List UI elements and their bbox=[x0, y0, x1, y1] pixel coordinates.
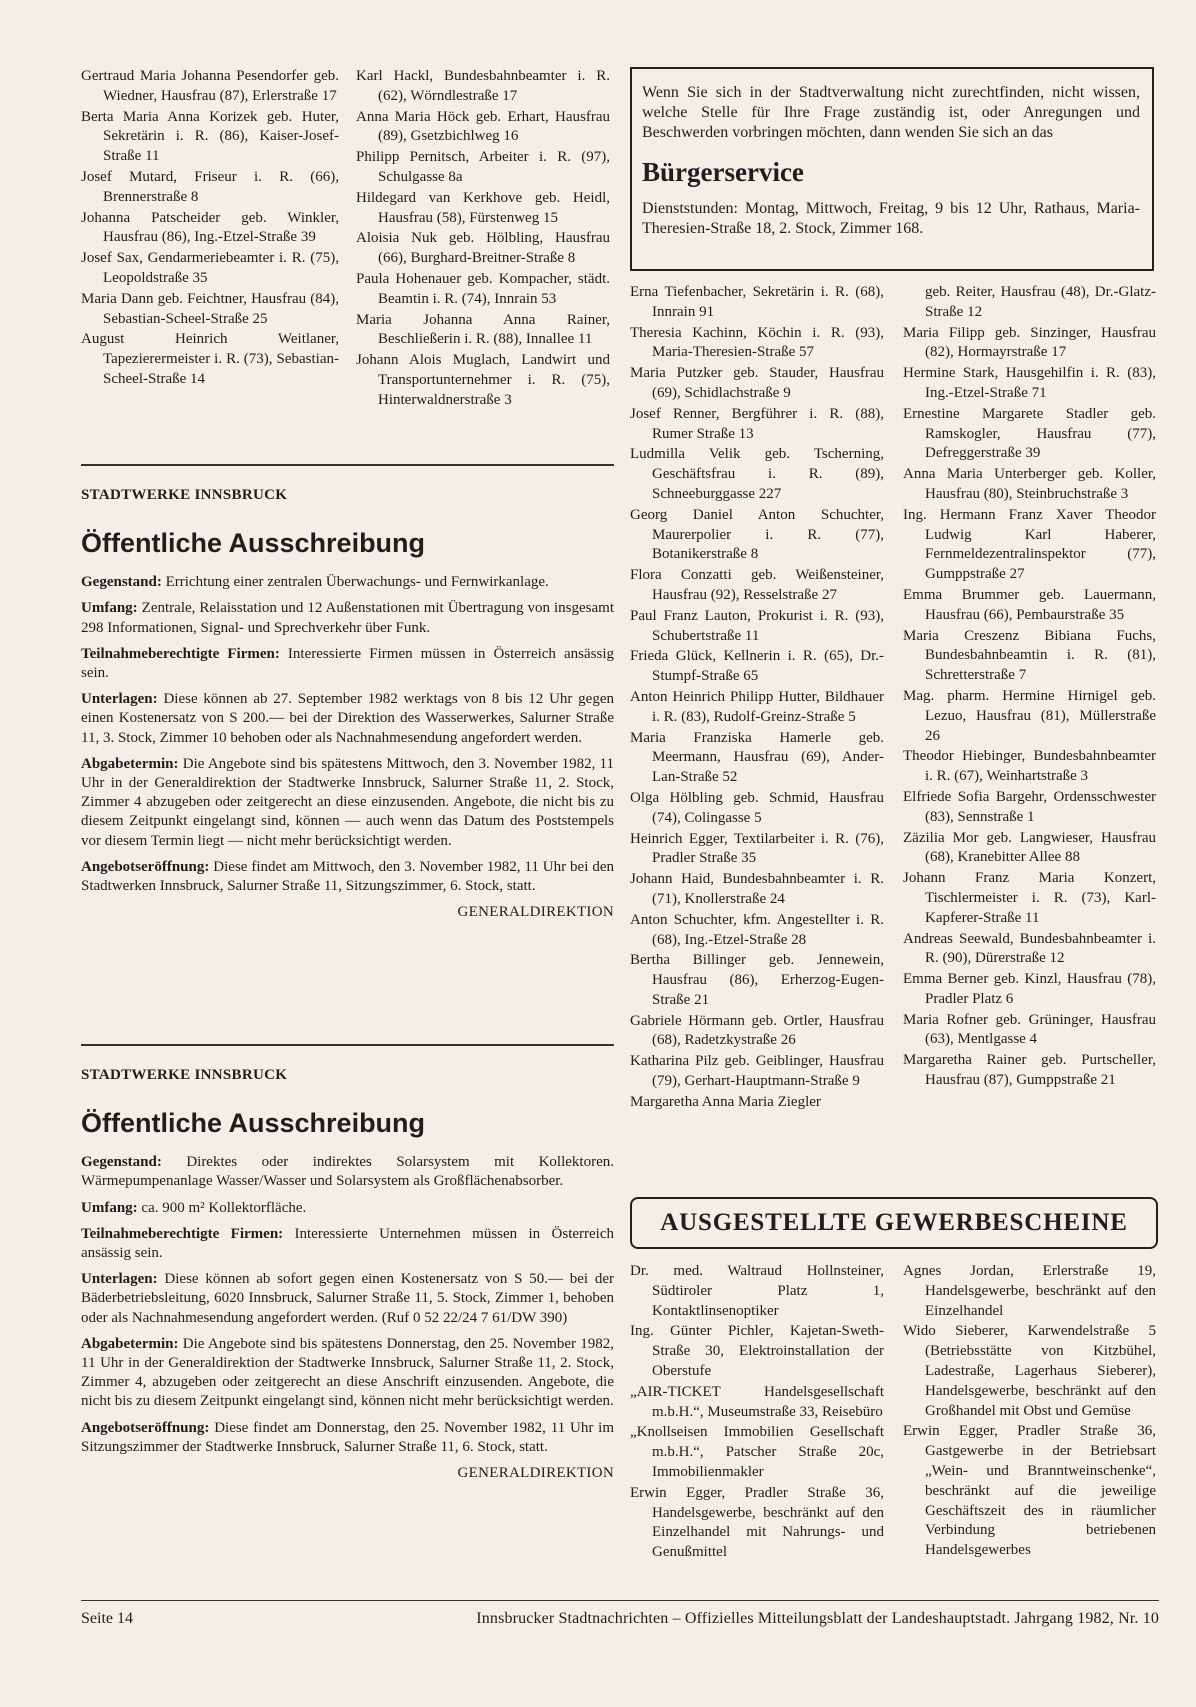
list-item: Maria Putzker geb. Stauder, Hausfrau (69), Schidlachstraße 9 bbox=[630, 365, 884, 401]
list-item: Josef Sax, Gendarmeriebeamter i. R. (75), Leopoldstraße 35 bbox=[81, 250, 339, 286]
list-item: Maria Johanna Anna Rainer, Beschließerin i. R. (88), Innallee 11 bbox=[356, 311, 610, 348]
list-item: Wido Sieberer, Karwendelstraße 5 (Betriebsstätte von Kitzbühel, Ladestraße, Lagerhaus Sieberer), Handelsgewerbe, beschränkt auf den Großhandel mit Obst und Gemüse bbox=[903, 1323, 1156, 1419]
list-item: Erwin Egger, Pradler Straße 36, Gastgewerbe in der Betriebsart „Wein- und Branntweinschenke“, beschränkt auf die jeweilige Geschäftszeit des in räumlicher Verbindung betriebenen Handelsgewerbes bbox=[903, 1423, 1156, 1559]
list-item: Johann Alois Muglach, Landwirt und Transportunternehmer i. R. (75), Hinterwaldnerstraße 3 bbox=[356, 352, 610, 408]
tender-2-item bbox=[81, 1199, 614, 1218]
deaths-column-2 bbox=[356, 67, 610, 412]
field-value: Diese können ab 27. September 1982 werktags von 8 bis 12 Uhr gegen einen Kostenersatz von S 200.— bei der Direktion des Wasserwerkes, Salurner Straße 11, 3. Stock, Zimmer 10 behoben oder als Nachnahmesendung angefordert werden. bbox=[81, 691, 615, 746]
list-item: Josef Mutard, Friseur i. R. (66), Brennerstraße 8 bbox=[81, 168, 339, 205]
list-item: Ing. Hermann Franz Xaver Theodor Ludwig Karl Haberer, Fernmeldezentralinspektor (77), Gumppstraße 27 bbox=[903, 506, 1156, 583]
field-label: Gegenstand: bbox=[81, 574, 162, 591]
buergerservice-box bbox=[630, 67, 1154, 271]
field-value: Interessierte Firmen müssen in Österreich ansässig sein. bbox=[81, 645, 614, 682]
field-value: Errichtung einer zentralen Überwachungs- und Fernwirkanlage. bbox=[165, 574, 549, 591]
field-value: Die Angebote sind bis spätestens Donnerstag, den 25. November 1982, 11 Uhr in der Generaldirektion der Stadtwerke Innsbruck, Salurner Straße 11, 2. Stock, Zimmer 4, abzugeben oder zeitgerecht an diese Anschrift einzusenden. Angebote, die nicht bis zu diesem Zeitpunkt eingelangt sind, können nicht mehr berücksichtigt werden. bbox=[81, 1335, 614, 1410]
list-item: Ing. Günter Pichler, Kajetan-Sweth-Straße 30, Elektroinstallation der Oberstufe bbox=[630, 1323, 884, 1379]
tender-1-item bbox=[81, 755, 614, 851]
list-item: Maria Filipp geb. Sinzinger, Hausfrau (82), Hormayrstraße 17 bbox=[903, 324, 1156, 361]
list-item: August Heinrich Weitlaner, Tapezierermeister i. R. (73), Sebastian-Scheel-Straße 14 bbox=[81, 331, 339, 387]
list-item: Olga Hölbling geb. Schmid, Hausfrau (74), Colingasse 5 bbox=[630, 789, 884, 826]
gewerbe-column-left bbox=[630, 1262, 884, 1564]
list-item: „AIR-TICKET Handelsgesellschaft m.b.H.“, Museumstraße 33, Reisebüro bbox=[630, 1383, 884, 1420]
tender-2-title: Öffentliche Ausschreibung bbox=[81, 1108, 426, 1139]
field-label: Umfang: bbox=[81, 600, 138, 617]
list-item: Hildegard van Kerkhove geb. Heidl, Hausfrau (58), Fürstenweg 15 bbox=[356, 189, 610, 226]
field-label: Umfang: bbox=[81, 1199, 138, 1216]
list-item: Maria Rofner geb. Grüninger, Hausfrau (63), Mentlgasse 4 bbox=[903, 1011, 1156, 1048]
deaths-column-1 bbox=[81, 67, 339, 391]
page-number: Seite 14 bbox=[81, 1610, 133, 1627]
field-value: Diese findet am Mittwoch, den 3. November 1982, 11 Uhr bei den Stadtwerken Innsbruck, Salurner Straße 11, Sitzungszimmer, 6. Stock, statt. bbox=[81, 858, 614, 895]
tender-2-item bbox=[81, 1335, 614, 1412]
list-item: Gertraud Maria Johanna Pesendorfer geb. Wiedner, Hausfrau (87), Erlerstraße 17 bbox=[81, 68, 339, 104]
gewerbe-heading: AUSGESTELLTE GEWERBESCHEINE bbox=[630, 1197, 1158, 1249]
list-item: Gabriele Hörmann geb. Ortler, Hausfrau (68), Radetzkystraße 26 bbox=[630, 1012, 884, 1049]
list-item: Berta Maria Anna Korizek geb. Huter, Sekretärin i. R. (86), Kaiser-Josef-Straße 11 bbox=[81, 108, 339, 165]
tender-2-item bbox=[81, 1225, 614, 1263]
list-item: Josef Renner, Bergführer i. R. (88), Rumer Straße 13 bbox=[630, 405, 884, 442]
list-item: Dr. med. Waltraud Hollnsteiner, Südtiroler Platz 1, Kontaktlinsenoptiker bbox=[630, 1263, 884, 1319]
publication-line: Innsbrucker Stadtnachrichten – Offizielles Mitteilungsblatt der Landeshauptstadt. Jahrgang 1982, Nr. 10 bbox=[476, 1610, 1159, 1627]
tender-1 bbox=[81, 486, 614, 922]
list-item: Johann Franz Maria Konzert, Tischlermeister i. R. (73), Karl-Kapferer-Straße 11 bbox=[903, 870, 1156, 926]
field-value: Die Angebote sind bis spätestens Mittwoch, den 3. November 1982, 11 Uhr in der Generaldirektion der Stadtwerke Innsbruck, Salurner Straße 11, 2. Stock, Zimmer 4 abzugeben oder zeitgerecht an diese einzusenden. Angebote, die nicht bis zu diesem Zeitpunkt eingelangt sind, können — auch wenn das Datum des Poststempels vor diesem Termin liegt — nicht mehr berücksichtigt werden. bbox=[81, 755, 615, 849]
tender-2 bbox=[81, 1066, 614, 1483]
list-item: Anna Maria Höck geb. Erhart, Hausfrau (89), Gsetzbichlweg 16 bbox=[356, 108, 610, 145]
tender-1-title: Öffentliche Ausschreibung bbox=[81, 528, 426, 559]
tender-1-item bbox=[81, 573, 614, 592]
field-label: Angebotseröffnung: bbox=[81, 1419, 210, 1436]
list-item: Mag. pharm. Hermine Hirnigel geb. Lezuo, Hausfrau (81), Müllerstraße 26 bbox=[903, 687, 1156, 744]
list-item: Emma Berner geb. Kinzl, Hausfrau (78), Pradler Platz 6 bbox=[903, 971, 1156, 1007]
tender-1-item bbox=[81, 858, 614, 896]
list-item: Erna Tiefenbacher, Sekretärin i. R. (68), Innrain 91 bbox=[630, 284, 884, 320]
list-item: Theresia Kachinn, Köchin i. R. (93), Maria-Theresien-Straße 57 bbox=[630, 324, 884, 361]
list-item: Elfriede Sofia Bargehr, Ordensschwester (83), Sennstraße 1 bbox=[903, 788, 1156, 825]
list-item: Ernestine Margarete Stadler geb. Ramskogler, Hausfrau (77), Defreggerstraße 39 bbox=[903, 405, 1156, 462]
tender-1-item bbox=[81, 645, 614, 683]
field-label: Abgabetermin: bbox=[81, 1335, 179, 1352]
list-item: Agnes Jordan, Erlerstraße 19, Handelsgewerbe, beschränkt auf den Einzelhandel bbox=[903, 1263, 1156, 1319]
field-value: Direktes oder indirektes Solarsystem mit Kollektoren. Wärmepumpenanlage Wasser/Wasser und Solarsystem als Großflächenabsorber. bbox=[81, 1154, 614, 1190]
section-divider bbox=[81, 1044, 614, 1046]
list-item: Bertha Billinger geb. Jennewein, Hausfrau (86), Erherzog-Eugen-Straße 21 bbox=[630, 952, 884, 1008]
field-label: Abgabetermin: bbox=[81, 755, 179, 772]
list-item: Anton Schuchter, kfm. Angestellter i. R. (68), Ing.-Etzel-Straße 28 bbox=[630, 911, 884, 948]
field-value: Diese können ab sofort gegen einen Kostenersatz von S 50.— bei der Bäderbetriebsleitung, 6020 Innsbruck, Salurner Straße 11, 5. Stock, Zimmer 1, behoben oder als Nachnahmesendung angefordert werden. (Ruf 0 52 22/24 7 61/DW 390) bbox=[81, 1271, 615, 1326]
list-item: Margaretha Anna Maria Ziegler bbox=[630, 1093, 821, 1110]
tender-2-item bbox=[81, 1419, 614, 1457]
tender-2-signature: GENERALDIREKTION bbox=[457, 1465, 614, 1482]
list-item: Johanna Patscheider geb. Winkler, Hausfrau (86), Ing.-Etzel-Straße 39 bbox=[81, 209, 339, 246]
tender-2-org: STADTWERKE INNSBRUCK bbox=[81, 1067, 288, 1083]
buergerservice-title: Bürgerservice bbox=[642, 157, 804, 187]
list-item: Flora Conzatti geb. Weißensteiner, Hausfrau (92), Resselstraße 27 bbox=[630, 567, 884, 603]
footer-divider bbox=[81, 1600, 1159, 1601]
list-item: Theodor Hiebinger, Bundesbahnbeamter i. R. (67), Weinhartstraße 3 bbox=[903, 748, 1156, 785]
buergerservice-intro: Wenn Sie sich in der Stadtverwaltung nicht zurechtfinden, nicht wissen, welche Stelle für Ihre Frage zuständig ist, oder Anregungen und Beschwerden vorbringen möchten, dann wenden Sie sich an das bbox=[642, 84, 1140, 141]
section-divider bbox=[81, 464, 614, 466]
list-item: Paula Hohenauer geb. Kompacher, städt. Beamtin i. R. (74), Innrain 53 bbox=[356, 270, 610, 307]
list-item: geb. Reiter, Hausfrau (48), Dr.-Glatz-Straße 12 bbox=[925, 284, 1156, 320]
field-label: Unterlagen: bbox=[81, 1271, 158, 1288]
list-item: Karl Hackl, Bundesbahnbeamter i. R. (62), Wörndlestraße 17 bbox=[356, 68, 610, 104]
field-label: Teilnahmeberechtigte Firmen: bbox=[81, 1225, 284, 1242]
list-item: Aloisia Nuk geb. Hölbling, Hausfrau (66), Burghard-Breitner-Straße 8 bbox=[356, 230, 610, 267]
gewerbe-column-right bbox=[903, 1262, 1156, 1562]
buergerservice-hours: Dienststunden: Montag, Mittwoch, Freitag, 9 bis 12 Uhr, Rathaus, Maria-Theresien-Straße 18, 2. Stock, Zimmer 168. bbox=[642, 200, 1140, 237]
list-item: Heinrich Egger, Textilarbeiter i. R. (76), Pradler Straße 35 bbox=[630, 830, 884, 867]
list-item: Katharina Pilz geb. Geiblinger, Hausfrau (79), Gerhart-Hauptmann-Straße 9 bbox=[630, 1053, 884, 1090]
field-label: Teilnahmeberechtigte Firmen: bbox=[81, 645, 280, 662]
field-label: Gegenstand: bbox=[81, 1154, 162, 1171]
tender-1-signature: GENERALDIREKTION bbox=[457, 904, 614, 921]
list-item: Paul Franz Lauton, Prokurist i. R. (93), Schubertstraße 11 bbox=[630, 607, 884, 644]
tender-2-item bbox=[81, 1153, 614, 1191]
deaths-column-4 bbox=[903, 283, 1156, 1092]
tender-1-org: STADTWERKE INNSBRUCK bbox=[81, 487, 288, 503]
list-item: Philipp Pernitsch, Arbeiter i. R. (97), Schulgasse 8a bbox=[356, 149, 610, 185]
list-item: Maria Creszenz Bibiana Fuchs, Bundesbahnbeamtin i. R. (81), Schretterstraße 7 bbox=[903, 627, 1156, 684]
list-item: Anton Heinrich Philipp Hutter, Bildhauer i. R. (83), Rudolf-Greinz-Straße 5 bbox=[630, 688, 884, 725]
field-label: Angebotseröffnung: bbox=[81, 858, 210, 875]
field-value: Zentrale, Relaisstation und 12 Außenstationen mit Übertragung von insgesamt 298 Informationen, Signal- und Sprechverkehr über Funk. bbox=[81, 600, 614, 636]
list-item: Zäzilia Mor geb. Langwieser, Hausfrau (68), Kranebitter Allee 88 bbox=[903, 829, 1156, 866]
field-label: Unterlagen: bbox=[81, 691, 158, 708]
list-item: Anna Maria Unterberger geb. Koller, Hausfrau (80), Steinbruchstraße 3 bbox=[903, 466, 1156, 502]
list-item: Emma Brummer geb. Lauermann, Hausfrau (66), Pembaurstraße 35 bbox=[903, 586, 1156, 623]
list-item: Andreas Seewald, Bundesbahnbeamter i. R. (90), Dürerstraße 12 bbox=[903, 930, 1156, 967]
deaths-column-3 bbox=[630, 283, 884, 1114]
field-value: Interessierte Unternehmen müssen in Österreich ansässig sein. bbox=[81, 1225, 614, 1262]
list-item: „Knollseisen Immobilien Gesellschaft m.b.H.“, Patscher Straße 20c, Immobilienmakler bbox=[630, 1424, 884, 1480]
list-item: Johann Haid, Bundesbahnbeamter i. R. (71), Knollerstraße 24 bbox=[630, 871, 884, 907]
list-item: Georg Daniel Anton Schuchter, Maurerpolier i. R. (77), Botanikerstraße 8 bbox=[630, 506, 884, 563]
tender-1-item bbox=[81, 690, 614, 748]
list-item: Ludmilla Velik geb. Tscherning, Geschäftsfrau i. R. (89), Schneeburggasse 227 bbox=[630, 446, 884, 502]
field-value: ca. 900 m² Kollektorfläche. bbox=[141, 1199, 307, 1216]
field-value: Diese findet am Donnerstag, den 25. November 1982, 11 Uhr im Sitzungszimmer der Stadtwerke Innsbruck, Salurner Straße 11, 6. Stock, statt. bbox=[81, 1419, 614, 1455]
list-item: Margaretha Rainer geb. Purtscheller, Hausfrau (87), Gumppstraße 21 bbox=[903, 1052, 1156, 1089]
list-item: Maria Franziska Hamerle geb. Meermann, Hausfrau (69), Ander-Lan-Straße 52 bbox=[630, 729, 884, 786]
list-item: Hermine Stark, Hausgehilfin i. R. (83), Ing.-Etzel-Straße 71 bbox=[903, 365, 1156, 401]
tender-1-item bbox=[81, 599, 614, 637]
tender-2-item bbox=[81, 1270, 614, 1328]
list-item: Frieda Glück, Kellnerin i. R. (65), Dr.-Stumpf-Straße 65 bbox=[630, 648, 884, 685]
list-item: Erwin Egger, Pradler Straße 36, Handelsgewerbe, beschränkt auf den Einzelhandel mit Nahrungs- und Genußmittel bbox=[630, 1484, 884, 1561]
list-item: Maria Dann geb. Feichtner, Hausfrau (84), Sebastian-Scheel-Straße 25 bbox=[81, 290, 339, 327]
